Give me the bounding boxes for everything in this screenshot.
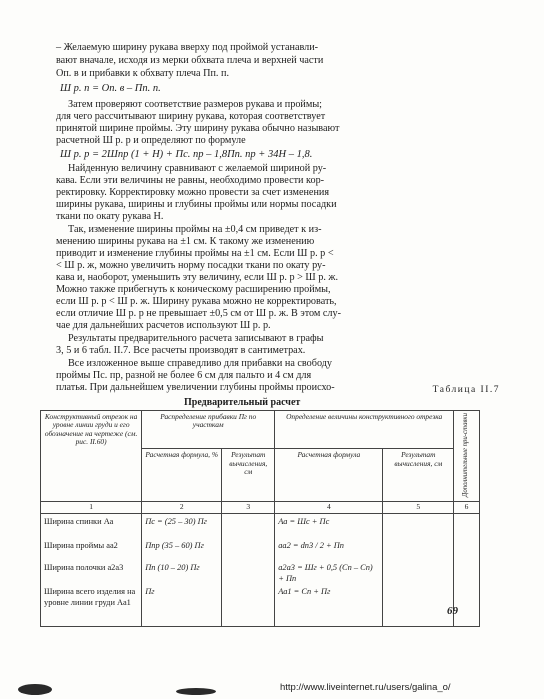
- text-line: ткани по окату рукава Н.: [56, 211, 164, 222]
- column-numbers: 1 2 3 4 5 6: [41, 502, 480, 513]
- segment-formulas: Аа = Шс + Пс аа2 = dп3 / 2 + Пп а2а3 = Шг + 0,5 (Сп – Сп) + Пп Аа1 = Сп + Пг: [275, 513, 383, 626]
- text-line: кава. Если эти величины не равны, необходимо провести кор-: [56, 175, 325, 186]
- text-line: Все изложенное выше справедливо для прибавки на свободу: [68, 358, 333, 369]
- header-result-2: Результат вычисления, см: [383, 449, 454, 502]
- text-line: проймы Пс. пр, разной не более 6 см для пальто и 4 см для: [56, 370, 312, 381]
- text-line: для чего рассчитывают ширину рукава, которая соответствует: [56, 111, 326, 122]
- segment-results: [383, 513, 454, 626]
- text-line: Затем проверяют соответствие размеров рукава и проймы;: [68, 99, 323, 110]
- allowance-formulas: Пс = (25 – 30) Пг Ппр (35 – 60) Пг Пп (10 – 20) Пг Пг: [142, 513, 222, 626]
- scan-mark: [18, 684, 52, 695]
- header-formula: Расчетная формула, %: [142, 449, 222, 502]
- table-caption: Таблица II.7: [432, 385, 500, 395]
- header-allowance: Распределение прибавки Пг по участкам: [142, 411, 275, 449]
- calculation-table: [40, 410, 480, 627]
- text-line: 3, 5 и 6 табл. II.7. Все расчеты производят в сантиметрах.: [56, 345, 306, 356]
- header-extra: Дополнительные при-ставки: [454, 411, 480, 502]
- text-line: Результаты предварительного расчета записывают в графы: [68, 333, 324, 344]
- scan-mark: [176, 688, 216, 695]
- text-line: Оп. в и прибавки к обхвату плеча Пп. п.: [56, 68, 229, 79]
- text-line: менению ширины рукава на ±1 см. К такому же изменению: [56, 236, 315, 247]
- page-number: 69: [447, 605, 458, 617]
- header-segment-value: Определение величины конструктивного отрезка: [275, 411, 454, 449]
- text-line: ширины рукава, ширины и глубины проймы или нормы посадки: [56, 199, 337, 210]
- text-line: Найденную величину сравнивают с желаемой шириной ру-: [68, 163, 327, 174]
- text-line: ректировку. Корректировку можно провести за счет изменения: [56, 187, 330, 198]
- text-line: < Ш р. ж, можно увеличить норму посадки ткани по окату ру-: [56, 260, 326, 271]
- text-line: расчетной Ш р. р и определяют по формуле: [56, 135, 246, 146]
- text-line: кава и, наоборот, уменьшить эту величину, если Ш р. р > Ш р. ж.: [56, 272, 339, 283]
- text-line: – Желаемую ширину рукава вверху под проймой устанавли-: [56, 42, 319, 53]
- header-result: Результат вычисления, см: [222, 449, 275, 502]
- text-line: если Ш р. р < Ш р. ж. Ширину рукава можно не корректировать,: [56, 296, 337, 307]
- text-line: если отличие Ш р. р не превышает ±0,5 см от Ш р. ж. В этом слу-: [56, 308, 342, 319]
- text-line: принятой ширине проймы. Эту ширину рукава обычно называют: [56, 123, 340, 134]
- table-row: [41, 513, 480, 626]
- source-url: http://www.liveinternet.ru/users/galina_o/: [280, 682, 451, 693]
- formula: Ш р. р = 2Шпр (1 + Н) + Пс. пр – 1,8Пп. пр + 34Н – 1,8.: [60, 149, 313, 160]
- text-line: чае для дальнейших расчетов используют Ш р. р.: [56, 320, 271, 331]
- allowance-results: [222, 513, 275, 626]
- formula: Ш р. п = Оп. в – Пп. п.: [60, 83, 161, 94]
- text-line: Так, изменение ширины проймы на ±0,4 см приведет к из-: [68, 224, 322, 235]
- text-line: вают вначале, исходя из мерки обхвата плеча и верхней части: [56, 55, 324, 66]
- header-segment: Конструктивный отрезок на уровне линии груди и его обозначение на чертеже (см. рис. II.60): [41, 411, 142, 502]
- text-line: Можно также прибегнуть к коническому расширению проймы,: [56, 284, 331, 295]
- segment-names: Ширина спинки Аа Ширина проймы аа2 Ширина полочки а2а3 Ширина всего изделия на уровне линии груди Аа1: [41, 513, 142, 626]
- text-line: приводит и изменение глубины проймы на ±1 см. Если Ш р. р <: [56, 248, 334, 259]
- table-title: Предварительный расчет: [184, 397, 301, 408]
- text-line: платья. При дальнейшем увеличении глубины проймы происхо-: [56, 382, 335, 393]
- header-formula-2: Расчетная формула: [275, 449, 383, 502]
